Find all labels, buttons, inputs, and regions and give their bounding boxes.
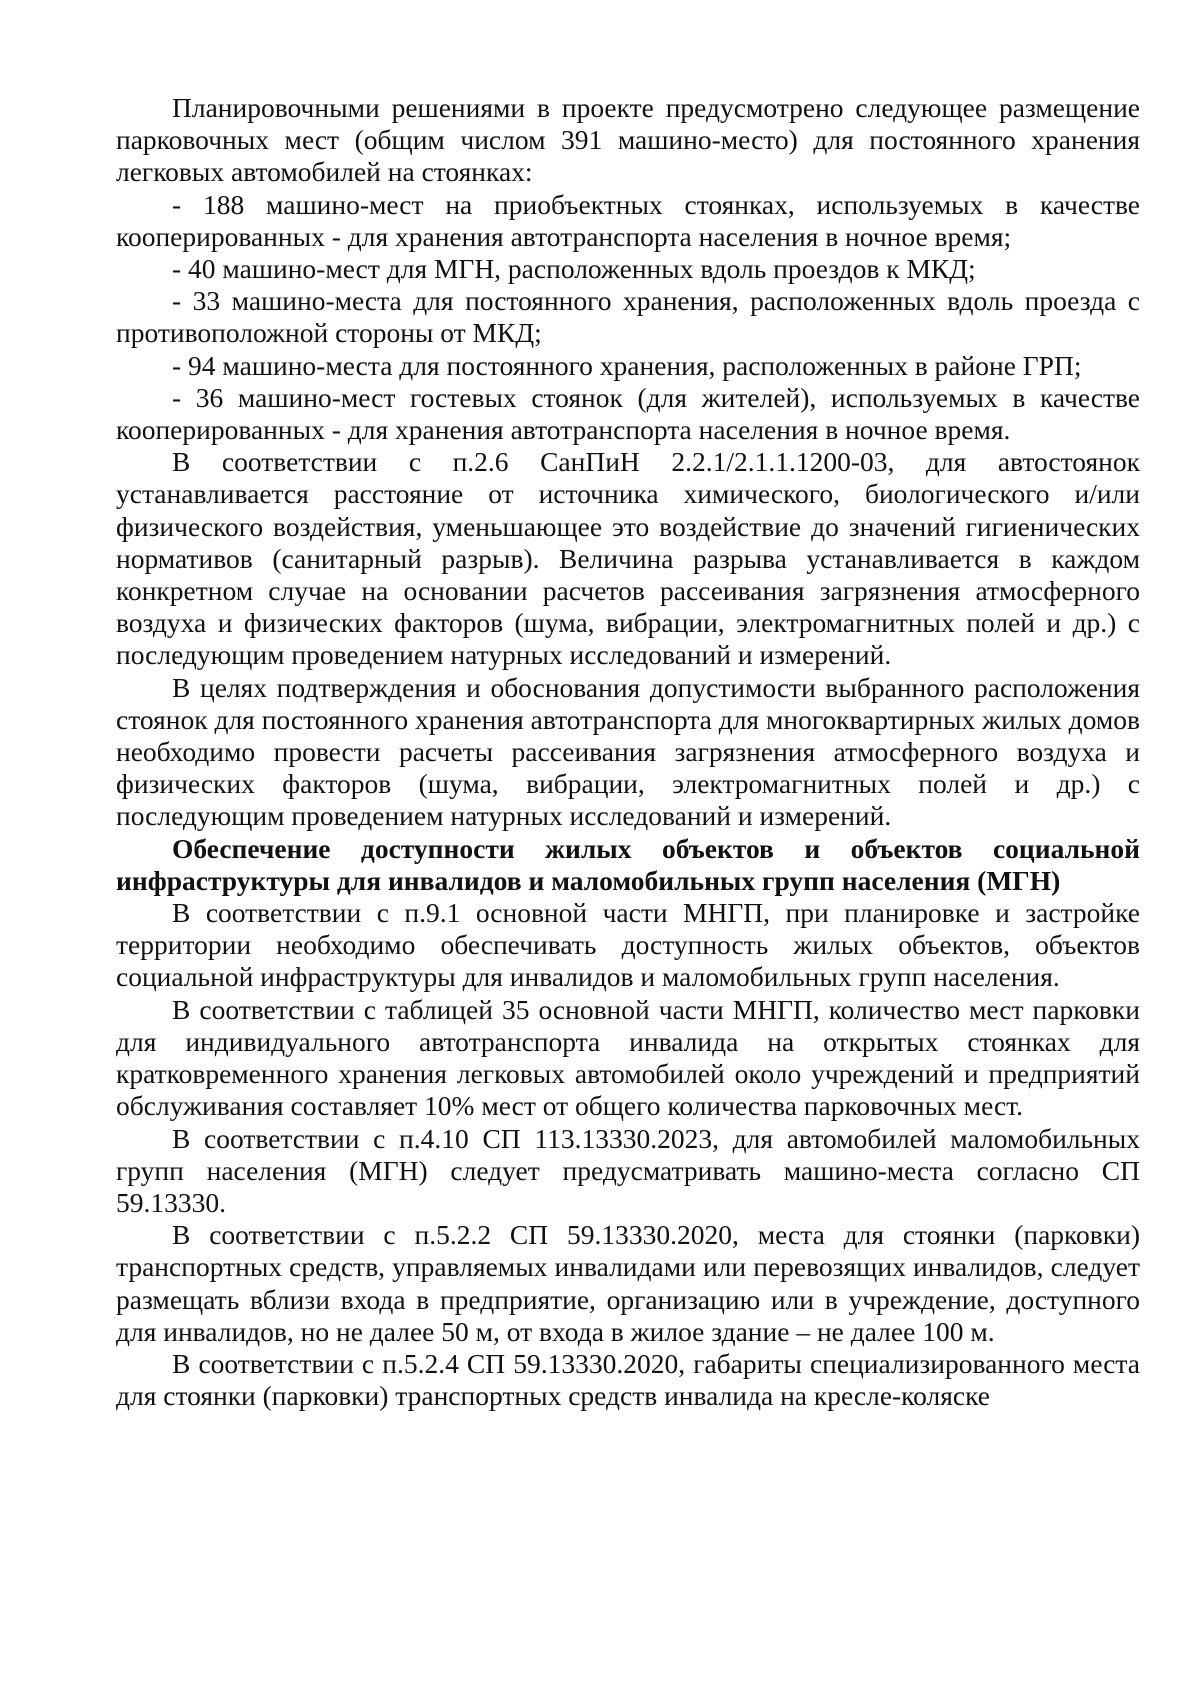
- list-item-33-spaces: - 33 машино-места для постоянного хранения, расположенных вдоль проезда с противоположной стороны от МКД;: [116, 285, 1140, 349]
- list-item-40-spaces: - 40 машино-мест для МГН, расположенных вдоль проездов к МКД;: [172, 253, 976, 285]
- paragraph-parking-layout: Планировочными решениями в проекте предусмотрено следующее размещение парковочных мест (общим числом 391 машино-место) для постоянного хранения легковых автомобилей на стоянках:: [116, 92, 1140, 188]
- paragraph-justification: В целях подтверждения и обоснования допустимости выбранного расположения стоянок для постоянного хранения автотранспорта для многоквартирных жилых домов необходимо провести расчеты рассеивания загрязнения атмосферного воздуха и физических факторов (шума, вибрации, электромагнитных полей и др.) с последующим проведением натурных исследований и измерений.: [116, 671, 1140, 832]
- section-heading-accessibility: Обеспечение доступности жилых объектов и объектов социальной инфраструктуры для инвалидов и маломобильных групп населения (МГН): [116, 832, 1140, 896]
- paragraph-sanpin: В соответствии с п.2.6 СанПиН 2.2.1/2.1.1.1200-03, для автостоянок устанавливается расстояние от источника химического, биологического и/или физического воздействия, уменьшающее это воздействие до значений гигиенических нормативов (санитарный разрыв). Величина разрыва устанавливается в каждом конкретном случае на основании расчетов рассеивания загрязнения атмосферного воздуха и физических факторов (шума, вибрации, электромагнитных полей и др.) с последующим проведением натурных исследований и измерений.: [116, 446, 1140, 671]
- list-item-94-spaces: - 94 машино-места для постоянного хранения, расположенных в районе ГРП;: [172, 349, 1082, 381]
- paragraph-mngp-table-35: В соответствии с таблицей 35 основной части МНГП, количество мест парковки для индивидуального автотранспорта инвалида на открытых стоянках для кратковременного хранения легковых автомобилей около учреждений и предприятий обслуживания составляет 10% мест от общего количества парковочных мест.: [116, 993, 1140, 1122]
- paragraph-mngp-9-1: В соответствии с п.9.1 основной части МНГП, при планировке и застройке территории необходимо обеспечивать доступность жилых объектов, объектов социальной инфраструктуры для инвалидов и маломобильных групп населения.: [116, 897, 1140, 993]
- document-page: [116, 92, 1140, 1412]
- paragraph-sp-59-5-2-2: В соответствии с п.5.2.2 СП 59.13330.2020, места для стоянки (парковки) транспортных средств, управляемых инвалидами или перевозящих инвалидов, следует размещать вблизи входа в предприятие, организацию или в учреждение, доступного для инвалидов, но не далее 50 м, от входа в жилое здание – не далее 100 м.: [116, 1219, 1140, 1347]
- paragraph-sp-59-5-2-4: В соответствии с п.5.2.4 СП 59.13330.2020, габариты специализированного места для стоянки (парковки) транспортных средств инвалида на кресле-коляске: [116, 1347, 1140, 1412]
- list-item-188-spaces: - 188 машино-мест на приобъектных стоянках, используемых в качестве кооперированных - для хранения автотранспорта населения в ночное время;: [116, 188, 1140, 252]
- paragraph-sp-113: В соответствии с п.4.10 СП 113.13330.2023, для автомобилей маломобильных групп населения (МГН) следует предусматривать машино-места согласно СП 59.13330.: [116, 1122, 1140, 1218]
- list-item-36-spaces: - 36 машино-мест гостевых стоянок (для жителей), используемых в качестве кооперированных - для хранения автотранспорта населения в ночное время.: [116, 381, 1140, 446]
